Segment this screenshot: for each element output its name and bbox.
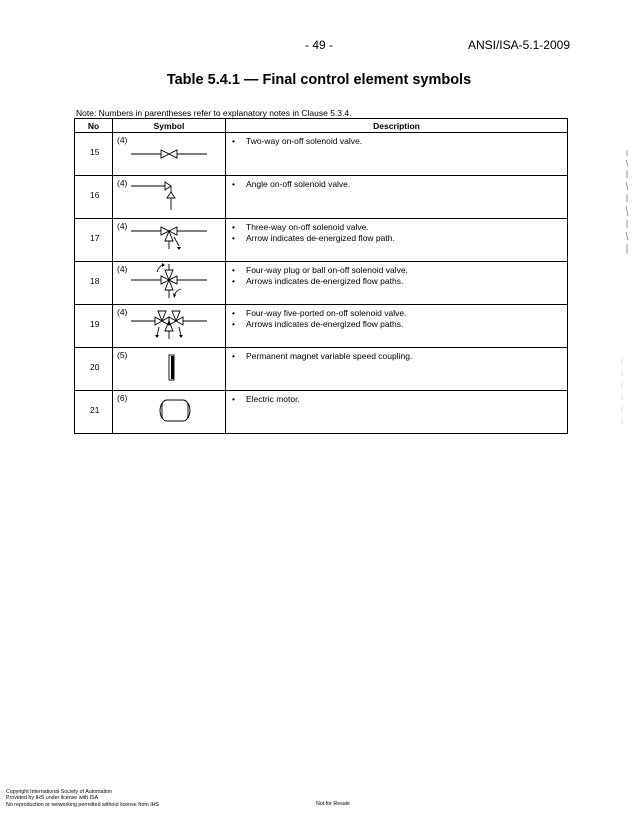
col-symbol-header: Symbol — [113, 119, 226, 133]
description-item: • Four-way plug or ball on-off solenoid valve. — [232, 265, 567, 276]
col-description-header: Description — [226, 119, 568, 133]
table-note: Note: Numbers in parentheses refer to explanatory notes in Clause 5.3.4. — [76, 108, 352, 118]
four-way-five-port-valve-icon — [113, 305, 225, 347]
row-number: 15 — [90, 147, 100, 157]
row-number: 19 — [90, 319, 100, 329]
page-number: - 49 - — [304, 38, 333, 52]
description-item: • Arrow indicates de-energized flow path. — [232, 233, 567, 244]
electric-motor-icon — [113, 391, 225, 433]
magnet-coupling-icon — [113, 348, 225, 390]
table-row — [75, 219, 568, 262]
footer-line: Provided by IHS under license with ISA — [6, 795, 99, 802]
footer-line: Copyright International Society of Automation — [6, 789, 112, 795]
description-item: • Three-way on-off solenoid valve. — [232, 222, 567, 233]
copyright-footer — [6, 789, 159, 808]
note-ref: (4) — [117, 135, 128, 145]
col-no-header: No — [75, 119, 113, 133]
side-margin-mark — [620, 358, 624, 428]
symbol-table — [74, 118, 568, 434]
table-row — [75, 391, 568, 434]
table-row — [75, 262, 568, 305]
row-number: 17 — [90, 233, 100, 243]
table-row — [75, 133, 568, 176]
row-number: 16 — [90, 190, 100, 200]
table-row — [75, 348, 568, 391]
footer-line: No reproduction or networking permitted without license from IHS — [6, 801, 160, 808]
table-row — [75, 176, 568, 219]
two-way-solenoid-valve-icon — [113, 133, 225, 175]
resale-notice: Not for Resale — [316, 801, 350, 807]
table-header-row — [75, 119, 568, 133]
note-ref: (6) — [117, 393, 128, 403]
standard-id: ANSI/ISA-5.1-2009 — [467, 38, 570, 52]
table-title: Table 5.4.1 — Final control element symbols — [166, 72, 472, 88]
description-item: • Angle on-off solenoid valve. — [232, 179, 567, 190]
side-margin-mark — [624, 150, 630, 258]
three-way-solenoid-valve-icon — [113, 219, 225, 261]
description-item: • Two-way on-off solenoid valve. — [232, 136, 567, 147]
description-item: • Four-way five-ported on-off solenoid valve. — [232, 308, 567, 319]
row-number: 18 — [90, 276, 100, 286]
row-number: 20 — [90, 362, 100, 372]
note-ref: (4) — [117, 264, 128, 274]
note-ref: (4) — [117, 178, 128, 188]
four-way-plug-valve-icon — [113, 262, 225, 304]
note-ref: (5) — [117, 350, 128, 360]
row-number: 21 — [90, 405, 100, 415]
description-item: • Permanent magnet variable speed coupling. — [232, 351, 567, 362]
angle-solenoid-valve-icon — [113, 176, 225, 218]
note-ref: (4) — [117, 307, 128, 317]
note-ref: (4) — [117, 221, 128, 231]
description-item: • Electric motor. — [232, 394, 567, 405]
description-item: • Arrows indicates de-energized flow paths. — [232, 276, 567, 287]
description-item: • Arrows indicates de-energized flow paths. — [232, 319, 567, 330]
table-row — [75, 305, 568, 348]
